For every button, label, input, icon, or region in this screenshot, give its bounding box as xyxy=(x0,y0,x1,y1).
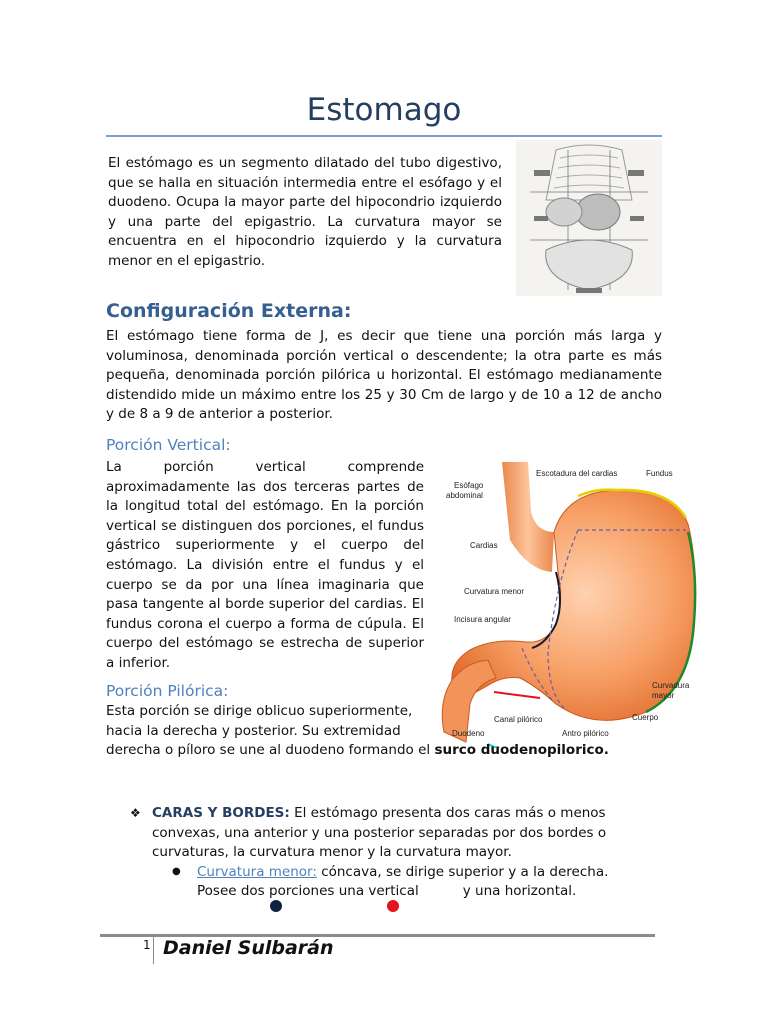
svg-text:Esófago: Esófago xyxy=(454,481,484,490)
porcion-vertical-heading: Porción Vertical: xyxy=(106,436,231,454)
svg-text:Antro pilórico: Antro pilórico xyxy=(562,729,609,738)
pilorica-line-2: hacia la derecha y posterior. Su extremidad xyxy=(106,723,401,739)
title-divider xyxy=(106,135,662,137)
caras-bordes-text: El estómago presenta dos caras más o menos convexas, una anterior y una posterior separadas por dos bordes o curvaturas, la curvatura menor y la curvatura mayor. xyxy=(152,805,607,861)
configuracion-heading: Configuración Externa: xyxy=(106,300,352,322)
page-title: Estomago xyxy=(306,92,462,128)
surco-duodenopilorico: surco duodenopilorico. xyxy=(434,742,609,758)
configuracion-paragraph: El estómago tiene forma de J, es decir que tiene una porción más larga y voluminosa, denominada porción vertical o descendente; la otra parte es más pequeña, denominada porción pilórica u horizontal. El estómago medianamente distendido mide un máximo entre los 25 y 30 Cm de largo y de 10 a 12 de ancho y de 8 a 9 de anterior a posterior. xyxy=(106,328,662,423)
pilorica-line-3 xyxy=(106,741,609,761)
dot-bullet-icon: ● xyxy=(172,866,181,877)
caras-bordes-list xyxy=(130,804,650,902)
svg-text:Curvadura: Curvadura xyxy=(652,681,690,690)
caras-bordes-item xyxy=(152,804,650,863)
svg-text:Fundus: Fundus xyxy=(646,469,673,478)
pilorica-line-1: Esta porción se dirige oblicuo superiormente, xyxy=(106,703,413,719)
svg-text:Duodeno: Duodeno xyxy=(452,729,485,738)
svg-text:mayor: mayor xyxy=(652,691,675,700)
porcion-pilorica-heading: Porción Pilórica: xyxy=(106,682,229,700)
pilorica-line-3-text: derecha o píloro se une al duodeno formando el xyxy=(106,742,431,758)
page-number: 1 xyxy=(143,938,151,952)
footer-vertical-rule xyxy=(153,936,154,964)
curvatura-menor-line-2 xyxy=(197,882,650,902)
stomach-diagram xyxy=(436,452,716,748)
porcion-vertical-paragraph: La porción vertical comprende aproximadamente las dos terceras partes de la longitud total del estómago. En la porción vertical se distinguen dos porciones, el fundus gástrico superiormente y el cuerpo del estómago. La división entre el fundus y el cuerpo se da por una línea imaginaria que pasa tangente al borde superior del cardias. El fundus corona el cuerpo a forma de cúpula. El cuerpo del estómago se estrecha de superior a inferior. xyxy=(106,459,424,671)
svg-text:Cardias: Cardias xyxy=(470,541,498,550)
red-dot-marker xyxy=(387,900,399,912)
curvatura-menor-text: cóncava, se dirige superior y a la derecha. xyxy=(316,863,609,880)
curvatura-menor-item xyxy=(197,863,650,883)
svg-text:Cuerpo: Cuerpo xyxy=(632,713,659,722)
intro-paragraph: El estómago es un segmento dilatado del tubo digestivo, que se halla en situación intermedia entre el esófago y el duodeno. Ocupa la mayor parte del hipocondrio izquierdo y una parte del epigastrio. La curvatura mayor se encuentra en el hipocondrio izquierdo y la curvatura menor en el epigastrio. xyxy=(108,155,502,269)
svg-text:Canal pilórico: Canal pilórico xyxy=(494,715,543,724)
svg-text:Escotadura del cardias: Escotadura del cardias xyxy=(536,469,618,478)
svg-text:Curvatura menor: Curvatura menor xyxy=(464,587,525,596)
svg-text:abdominal: abdominal xyxy=(446,491,483,500)
curvatura-menor-vertical-text: Posee dos porciones una vertical xyxy=(197,883,419,900)
abdominal-regions-figure xyxy=(516,140,662,296)
svg-text:Incisura angular: Incisura angular xyxy=(454,615,511,624)
diamond-bullet-icon: ❖ xyxy=(130,806,141,820)
caras-bordes-label: CARAS Y BORDES: xyxy=(152,805,290,821)
curvatura-menor-horizontal-text: y una horizontal. xyxy=(462,883,577,900)
navy-dot-marker xyxy=(270,900,282,912)
curvatura-menor-link[interactable]: Curvatura menor: xyxy=(197,863,317,880)
author-name: Daniel Sulbarán xyxy=(163,937,334,959)
